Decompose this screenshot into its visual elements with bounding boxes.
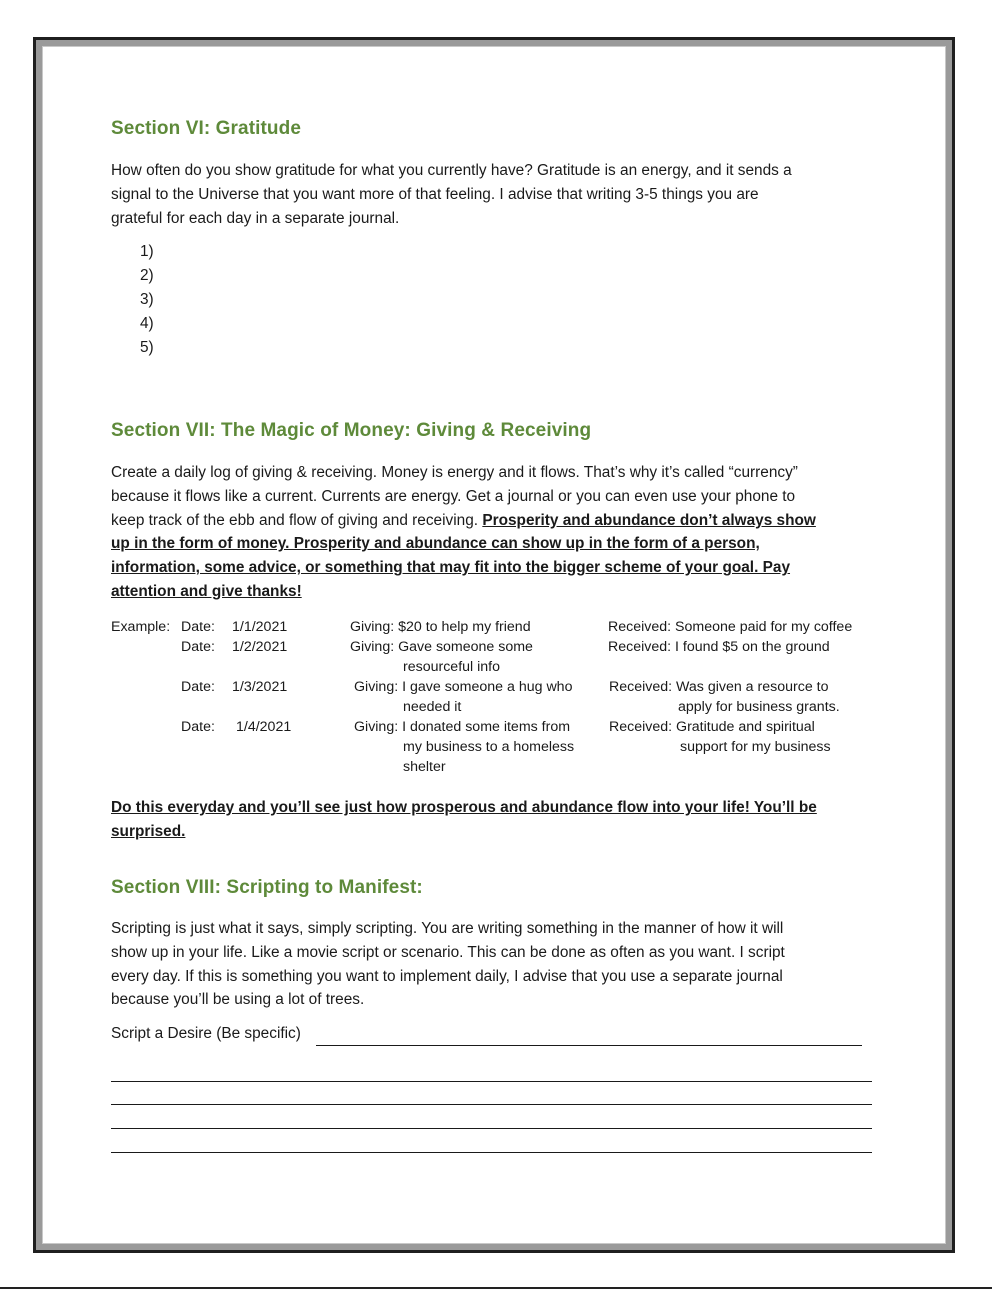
- paragraph-line: because you’ll be using a lot of trees.: [111, 991, 365, 1009]
- log-giving: Giving: I donated some items from: [354, 719, 571, 735]
- emphasis-line: Do this everyday and you’ll see just how prosperous and abundance flow into your life! You’ll be: [111, 799, 817, 816]
- paragraph-line: every day. If this is something you want to implement daily, I advise that you use a separate journal: [111, 967, 783, 985]
- script-writing-line[interactable]: [111, 1152, 872, 1153]
- log-received: support for my business: [680, 739, 831, 755]
- section-vi-heading: Section VI: Gratitude: [111, 118, 302, 139]
- emphasis-line: attention and give thanks!: [111, 582, 302, 600]
- log-date-label: Date:: [181, 639, 215, 655]
- emphasis-line: information, some advice, or something that may fit into the bigger scheme of your goal. Pay: [111, 559, 791, 577]
- gratitude-item-3: 3): [140, 291, 154, 308]
- emphasis-line: surprised.: [111, 822, 186, 840]
- paragraph-line: How often do you show gratitude for what you currently have? Gratitude is an energy, and it sends a: [111, 162, 792, 179]
- closing-note: [111, 796, 871, 844]
- paragraph-text: keep track of the ebb and flow of giving and receiving.: [111, 511, 483, 529]
- paragraph-line: [111, 509, 871, 533]
- script-writing-line[interactable]: [111, 1104, 872, 1105]
- script-desire-line[interactable]: [316, 1045, 862, 1046]
- log-date-label: Date:: [181, 719, 215, 735]
- log-giving: my business to a homeless: [403, 739, 575, 755]
- section-vi-paragraph: [111, 159, 871, 230]
- emphasis-text: Prosperity and abundance don’t always show: [482, 511, 816, 529]
- emphasis-line: up in the form of money. Prosperity and abundance can show up in the form of a person,: [111, 535, 760, 553]
- example-label: Example:: [111, 619, 171, 635]
- log-giving: Giving: Gave someone some: [350, 639, 533, 655]
- paragraph-line: because it flows like a current. Currents are energy. Get a journal or you can even use your phone to: [111, 487, 796, 505]
- log-giving: needed it: [403, 699, 462, 715]
- log-received: Received: Was given a resource to: [609, 679, 829, 695]
- section-vii-heading: Section VII: The Magic of Money: Giving & Receiving: [111, 420, 592, 441]
- log-date: 1/3/2021: [232, 679, 288, 695]
- log-date: 1/1/2021: [232, 619, 288, 635]
- gratitude-item-2: 2): [140, 267, 154, 284]
- log-date-label: Date:: [181, 679, 215, 695]
- log-date-label: Date:: [181, 619, 215, 635]
- section-viii-paragraph: [111, 917, 871, 1012]
- log-giving: resourceful info: [403, 659, 500, 675]
- paragraph-line: signal to the Universe that you want more of that feeling. I advise that writing 3-5 things you are: [111, 185, 759, 203]
- paragraph-line: grateful for each day in a separate journal.: [111, 209, 400, 227]
- log-giving: Giving: I gave someone a hug who: [354, 679, 573, 695]
- paragraph-line: show up in your life. Like a movie script or scenario. This can be done as often as you want. I script: [111, 943, 785, 961]
- log-date: 1/2/2021: [232, 639, 288, 655]
- section-viii-heading: Section VIII: Scripting to Manifest:: [111, 877, 423, 898]
- script-desire-label: Script a Desire (Be specific): [111, 1025, 301, 1042]
- log-received: apply for business grants.: [678, 699, 840, 715]
- log-received: Received: I found $5 on the ground: [608, 639, 830, 655]
- gratitude-item-1: 1): [140, 243, 154, 260]
- script-writing-line[interactable]: [111, 1081, 872, 1082]
- paragraph-line: Scripting is just what it says, simply scripting. You are writing something in the manner of how it will: [111, 920, 784, 937]
- log-giving: shelter: [403, 759, 446, 775]
- log-received: Received: Gratitude and spiritual: [609, 719, 815, 735]
- paragraph-line: Create a daily log of giving & receiving. Money is energy and it flows. That’s why it’s called “currency”: [111, 464, 798, 481]
- gratitude-item-5: 5): [140, 339, 154, 356]
- log-date: 1/4/2021: [236, 719, 292, 735]
- section-vii-paragraph: [111, 461, 871, 604]
- bottom-rule: [0, 1287, 992, 1289]
- log-received: Received: Someone paid for my coffee: [608, 619, 853, 635]
- log-giving: Giving: $20 to help my friend: [350, 619, 531, 635]
- gratitude-item-4: 4): [140, 315, 154, 332]
- script-writing-line[interactable]: [111, 1128, 872, 1129]
